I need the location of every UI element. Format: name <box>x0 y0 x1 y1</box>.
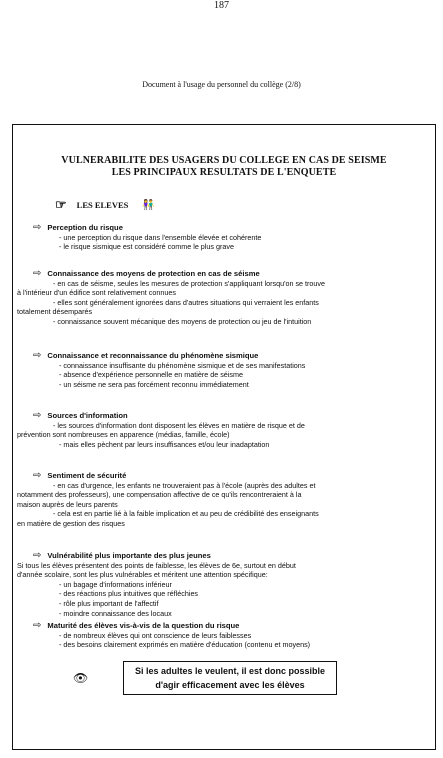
section-line: - cela est en partie lié à la faible implication et au peu de crédibilité des enseignants <box>53 509 319 519</box>
section-title-text: Sources d'information <box>47 411 128 420</box>
section-line: - le risque sismique est considéré comme le plus grave <box>59 242 234 252</box>
section-line: Si tous les élèves présentent des points de faiblesse, les élèves de 6e, surtout en début <box>17 560 296 570</box>
section-title <box>13 551 435 561</box>
outlined-arrow-icon: ⇨ <box>33 550 42 561</box>
outlined-arrow-icon: ⇨ <box>33 470 42 481</box>
section-line: - les sources d'information dont disposent les élèves en matière de risque et de <box>53 420 305 430</box>
section-title <box>13 411 435 421</box>
section-line: - en cas de séisme, seules les mesures de protection s'appliquant lorsqu'on se trouve <box>53 278 326 288</box>
outlined-arrow-icon: ⇨ <box>33 222 42 233</box>
conclusion-callout <box>123 661 337 695</box>
section-line: totalement désemparés <box>17 307 93 317</box>
section-line: - un bagage d'informations inférieur <box>59 579 172 589</box>
section-perception <box>13 223 435 252</box>
section-line: - en cas d'urgence, les enfants ne trouveraient pas à l'école (auprès des adultes et <box>53 480 316 490</box>
outlined-arrow-icon: ⇨ <box>33 410 42 421</box>
pointing-hand-icon: ☞ <box>55 197 67 212</box>
section-title-text: Sentiment de sécurité <box>47 471 127 480</box>
section-title <box>13 269 435 279</box>
section-title-text: Connaissance des moyens de protection en cas de séisme <box>47 269 260 278</box>
section-line: à l'intérieur d'un édifice sont relativement connues <box>17 288 176 298</box>
outlined-arrow-icon: ⇨ <box>33 620 42 631</box>
document-title <box>13 155 435 179</box>
section-title <box>13 223 435 233</box>
section-line: maison auprès de leurs parents <box>17 499 118 509</box>
section-line: d'année scolaire, sont les plus vulnérables et méritent une attention spécifique: <box>17 570 268 580</box>
section-line: notamment des professeurs), une compensation affective de ce qu'ils rencontreraient à la <box>17 490 302 500</box>
section-title-text: Perception du risque <box>47 223 123 232</box>
results-frame <box>12 124 436 750</box>
outlined-arrow-icon: ⇨ <box>33 268 42 279</box>
section-line: - des besoins clairement exprimés en matière d'éducation (contenu et moyens) <box>59 640 311 650</box>
eye-icon: 👁 <box>73 671 89 685</box>
pupils-heading <box>55 197 155 213</box>
section-phenomenon <box>13 351 435 389</box>
section-title-text: Connaissance et reconnaissance du phénomène sismique <box>47 351 259 360</box>
section-younger-pupils <box>13 551 435 618</box>
pupils-label: LES ELEVES <box>76 200 129 210</box>
section-line: - une perception du risque dans l'ensemble élevée et cohérente <box>59 232 262 242</box>
section-line: - des réactions plus intuitives que réfléchies <box>59 589 199 599</box>
section-title <box>13 351 435 361</box>
section-line: - elles sont généralement ignorées dans d'autres situations qui verraient les enfants <box>53 297 319 307</box>
section-title <box>13 471 435 481</box>
section-maturity <box>13 621 435 650</box>
section-line: - un séisme ne sera pas forcément reconnu immédiatement <box>59 379 249 389</box>
document-header: Document à l'usage du personnel du collège (2/8) <box>142 80 301 89</box>
children-icon: 👫 <box>142 199 155 211</box>
section-line: - mais elles pèchent par leurs insuffisances et/ou leur inadaptation <box>59 439 270 449</box>
section-title-text: Maturité des élèves vis-à-vis de la question du risque <box>47 621 240 630</box>
page-number: 187 <box>214 0 229 11</box>
callout-line-2: d'agir efficacement avec les élèves <box>155 680 305 690</box>
section-line: - moindre connaissance des locaux <box>59 608 172 618</box>
title-line-1: VULNERABILITE DES USAGERS DU COLLEGE EN CAS DE SEISME <box>61 155 387 166</box>
section-security <box>13 471 435 529</box>
section-line: - de nombreux élèves qui ont conscience de leurs faiblesses <box>59 630 252 640</box>
outlined-arrow-icon: ⇨ <box>33 350 42 361</box>
section-line: en matière de gestion des risques <box>17 518 125 528</box>
section-line: - connaissance souvent mécanique des moyens de protection ou jeu de l'intuition <box>53 316 312 326</box>
section-title-text: Vulnérabilité plus importante des plus jeunes <box>47 551 211 560</box>
section-line: - rôle plus important de l'affectif <box>59 598 159 608</box>
section-information <box>13 411 435 449</box>
callout-line-1: Si les adultes le veulent, il est donc possible <box>134 666 326 676</box>
title-line-2: LES PRINCIPAUX RESULTATS DE L'ENQUETE <box>111 167 337 178</box>
section-line: - connaissance insuffisante du phénomène sismique et de ses manifestations <box>59 360 306 370</box>
section-protection <box>13 269 435 327</box>
section-line: prévention sont nombreuses en apparence (médias, famille, école) <box>17 430 230 440</box>
section-line: - absence d'expérience personnelle en matière de séisme <box>59 370 243 380</box>
section-title <box>13 621 435 631</box>
